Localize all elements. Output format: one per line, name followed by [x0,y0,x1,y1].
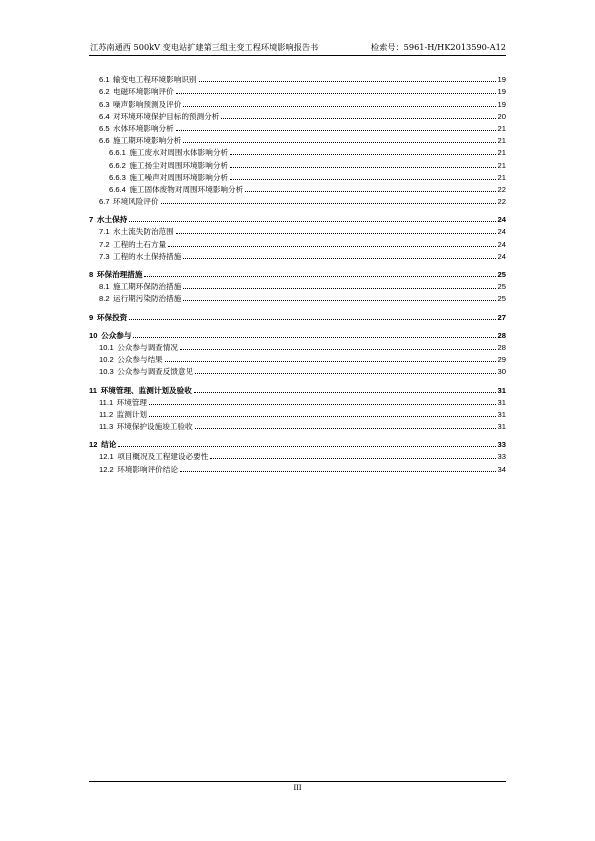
toc-entry[interactable] [89,340,506,352]
toc-entry[interactable] [89,157,506,169]
toc-entry-page: 21 [497,136,506,146]
toc-entry-text: 公众参与 [101,330,132,340]
toc-entry-text: 施工固体废物对周围环境影响分析 [129,184,244,194]
toc-entry-number: 8.2 [99,294,110,304]
toc-entry-number: 10.3 [99,367,114,377]
footer-divider [89,781,506,782]
toc-entry[interactable] [89,291,506,303]
toc-entry[interactable] [89,437,506,449]
toc-entry[interactable] [89,194,506,206]
toc-entry-page: 24 [497,215,506,225]
toc-entry-number: 6.7 [99,197,110,207]
toc-dot-leader [194,392,496,393]
toc-entry-number: 7.1 [99,227,110,237]
toc-entry-text: 水体环境影响分析 [112,123,174,133]
toc-entry-text: 工程的土石方量 [112,239,167,249]
toc-entry-number: 7 [89,215,94,225]
toc-entry-number: 6.6.1 [109,148,126,158]
toc-entry[interactable] [89,309,506,321]
toc-dot-leader [149,404,496,405]
toc-entry-number: 11 [89,385,98,395]
toc-entry-number: 7.2 [99,239,110,249]
toc-entry[interactable] [89,109,506,121]
toc-entry-page: 31 [497,385,506,395]
toc-entry-title [99,294,181,303]
toc-entry-number: 6.3 [99,99,110,109]
toc-dot-leader [180,349,496,350]
toc-entry-page: 27 [497,312,506,322]
toc-entry-number: 6.6.4 [109,184,126,194]
toc-entry-text: 环境管理 [116,397,148,407]
toc-entry-text: 施工废水对周围水体影响分析 [129,148,229,158]
toc-entry-title [89,270,142,279]
toc-entry-title [89,386,192,395]
header-title: 江苏南通西 500kV 变电站扩建第三组主变工程环境影响报告书 [90,42,319,52]
toc-entry-page: 31 [497,397,506,407]
toc-entry[interactable] [89,407,506,419]
toc-entry[interactable] [89,419,506,431]
toc-entry-title [99,227,174,236]
toc-dot-leader [176,130,496,131]
toc-entry[interactable] [89,382,506,394]
toc-dot-leader [230,154,496,155]
toc-entry[interactable] [89,249,506,261]
toc-entry-page: 24 [497,227,506,237]
toc-dot-leader [230,179,496,180]
toc-entry-page: 31 [497,422,506,432]
toc-entry-title [99,240,166,249]
toc-entry-page: 21 [497,172,506,182]
toc-entry-text: 结论 [101,440,117,450]
toc-entry[interactable] [89,279,506,291]
toc-entry-page: 33 [497,440,506,450]
toc-entry[interactable] [89,170,506,182]
toc-entry[interactable] [89,267,506,279]
toc-entry[interactable] [89,395,506,407]
toc-entry-page: 28 [497,330,506,340]
toc-entry-text: 公众参与调查反馈意见 [117,367,194,377]
toc-dot-leader [144,276,495,277]
toc-entry-page: 30 [497,367,506,377]
toc-dot-leader [168,246,495,247]
toc-entry-number: 11.2 [99,409,114,419]
toc-entry-title [99,100,181,109]
toc-entry[interactable] [89,236,506,248]
toc-entry-number: 9 [89,312,94,322]
toc-entry-title [99,136,181,145]
toc-entry-number: 12.1 [99,452,114,462]
toc-dot-leader [118,446,495,447]
toc-entry-number: 11.1 [99,397,114,407]
toc-entry-title [99,112,219,121]
toc-entry[interactable] [89,328,506,340]
toc-dot-leader [183,300,495,301]
header-divider [89,55,506,56]
toc-entry-page: 29 [497,355,506,365]
toc-entry-text: 对环境环境保护目标的预测分析 [112,111,220,121]
toc-entry-text: 项目概况及工程建设必要性 [117,452,209,462]
toc-entry-text: 公众参与结果 [117,355,163,365]
toc-dot-leader [199,81,496,82]
toc-entry-number: 6.4 [99,111,110,121]
toc-entry[interactable] [89,133,506,145]
toc-entry-title [109,185,243,194]
toc-entry-text: 环保治理措施 [96,270,143,279]
toc-entry-page: 19 [497,99,506,109]
toc-entry-number: 8 [89,270,94,279]
toc-dot-leader [221,118,495,119]
toc-entry-text: 水土保持 [96,215,128,225]
toc-entry-title [99,465,178,474]
toc-entry[interactable] [89,121,506,133]
toc-entry-text: 电磁环境影响评价 [112,87,174,97]
toc-dot-leader [183,106,495,107]
toc-entry[interactable] [89,364,506,376]
toc-dot-leader [129,221,495,222]
toc-dot-leader [161,203,496,204]
toc-entry-number: 6.6.3 [109,172,126,182]
page-header [90,41,506,55]
toc-dot-leader [210,458,495,459]
toc-entry-title [99,355,163,364]
toc-entry-number: 7.3 [99,251,110,261]
toc-entry-text: 运行期污染防治措施 [112,294,182,304]
toc-entry-text: 环境保护设施竣工验收 [116,422,193,432]
toc-entry-page: 21 [497,123,506,133]
toc-entry-text: 监测计划 [116,409,148,419]
toc-dot-leader [133,337,495,338]
toc-entry-title [99,252,181,261]
toc-entry-page: 19 [497,75,506,85]
toc-entry-title [99,124,174,133]
toc-entry[interactable] [89,72,506,84]
toc-entry-text: 环境风险评价 [112,197,159,207]
toc-entry-title [99,422,193,431]
toc-dot-leader [176,233,496,234]
toc-entry[interactable] [89,84,506,96]
toc-dot-leader [183,288,495,289]
toc-entry[interactable] [89,224,506,236]
toc-entry[interactable] [89,182,506,194]
toc-entry-number: 10.2 [99,355,114,365]
toc-entry-title [99,410,147,419]
toc-entry[interactable] [89,145,506,157]
toc-entry-title [89,440,116,449]
toc-entry-text: 输变电工程环境影响识别 [112,75,197,85]
toc-entry-text: 环境管理、监测计划及验收 [100,385,192,395]
toc-entry-number: 12.2 [99,464,114,474]
toc-entry-text: 环境影响评价结论 [117,464,178,474]
toc-entry-page: 34 [497,464,506,474]
toc-entry[interactable] [89,461,506,473]
toc-entry-title [99,398,147,407]
toc-entry-number: 6.2 [99,87,110,97]
toc-entry-text: 水土流失防治范围 [112,227,174,237]
toc-entry-text: 施工噪声对周围环境影响分析 [129,172,229,182]
toc-entry-title [109,148,228,157]
toc-dot-leader [180,471,496,472]
toc-entry-number: 6.5 [99,123,110,133]
toc-entry-title [109,161,228,170]
toc-entry-text: 环保投资 [96,312,128,322]
toc-dot-leader [129,319,495,320]
toc-dot-leader [176,93,496,94]
header-document-number: 检索号：5961-H/HK2013590-A12 [370,42,506,52]
toc-entry-page: 25 [497,282,506,292]
toc-entry-page: 24 [497,239,506,249]
table-of-contents [89,72,506,474]
toc-entry-title [99,75,197,84]
toc-entry-number: 6.6 [99,136,110,146]
toc-entry-page: 25 [497,294,506,304]
toc-entry-number: 10 [89,330,98,340]
toc-dot-leader [183,258,495,259]
toc-entry-page: 24 [497,251,506,261]
toc-entry-page: 22 [497,197,506,207]
toc-entry-title [99,197,159,206]
page-number: III [293,783,302,792]
toc-entry-page: 19 [497,87,506,97]
toc-entry-page: 21 [497,160,506,170]
toc-entry-title [89,313,127,322]
toc-dot-leader [245,191,495,192]
toc-entry[interactable] [89,212,506,224]
toc-entry-number: 11.3 [99,422,114,432]
toc-entry-text: 施工期环保防治措施 [112,282,182,292]
toc-entry-page: 21 [497,148,506,158]
toc-entry-text: 工程的水土保持措施 [112,251,182,261]
toc-entry-text: 公众参与调查情况 [117,342,178,352]
toc-dot-leader [165,361,496,362]
toc-entry[interactable] [89,449,506,461]
toc-entry-page: 20 [497,111,506,121]
toc-entry-text: 噪声影响预测及评价 [112,99,182,109]
toc-entry-title [99,452,208,461]
toc-entry-text: 施工期环境影响分析 [112,136,182,146]
toc-entry-number: 10.1 [99,342,114,352]
toc-dot-leader [149,416,496,417]
toc-dot-leader [195,373,495,374]
toc-entry-title [109,173,228,182]
toc-entry-number: 12 [89,440,98,450]
toc-entry-number: 6.1 [99,75,110,85]
toc-entry[interactable] [89,352,506,364]
toc-entry-number: 6.6.2 [109,160,126,170]
toc-entry-title [99,87,174,96]
toc-entry-text: 施工扬尘对周围环境影响分析 [129,160,229,170]
toc-entry-title [89,215,127,224]
toc-dot-leader [230,167,496,168]
toc-entry-page: 22 [497,184,506,194]
toc-entry-page: 28 [497,342,506,352]
toc-entry-title [99,282,181,291]
toc-entry-page: 25 [497,270,506,279]
toc-entry-page: 33 [497,452,506,462]
toc-entry-number: 8.1 [99,282,110,292]
toc-entry[interactable] [89,96,506,108]
toc-entry-page: 31 [497,409,506,419]
toc-dot-leader [183,142,495,143]
toc-entry-title [99,343,178,352]
toc-dot-leader [195,428,496,429]
toc-entry-title [89,331,131,340]
toc-entry-title [99,367,193,376]
